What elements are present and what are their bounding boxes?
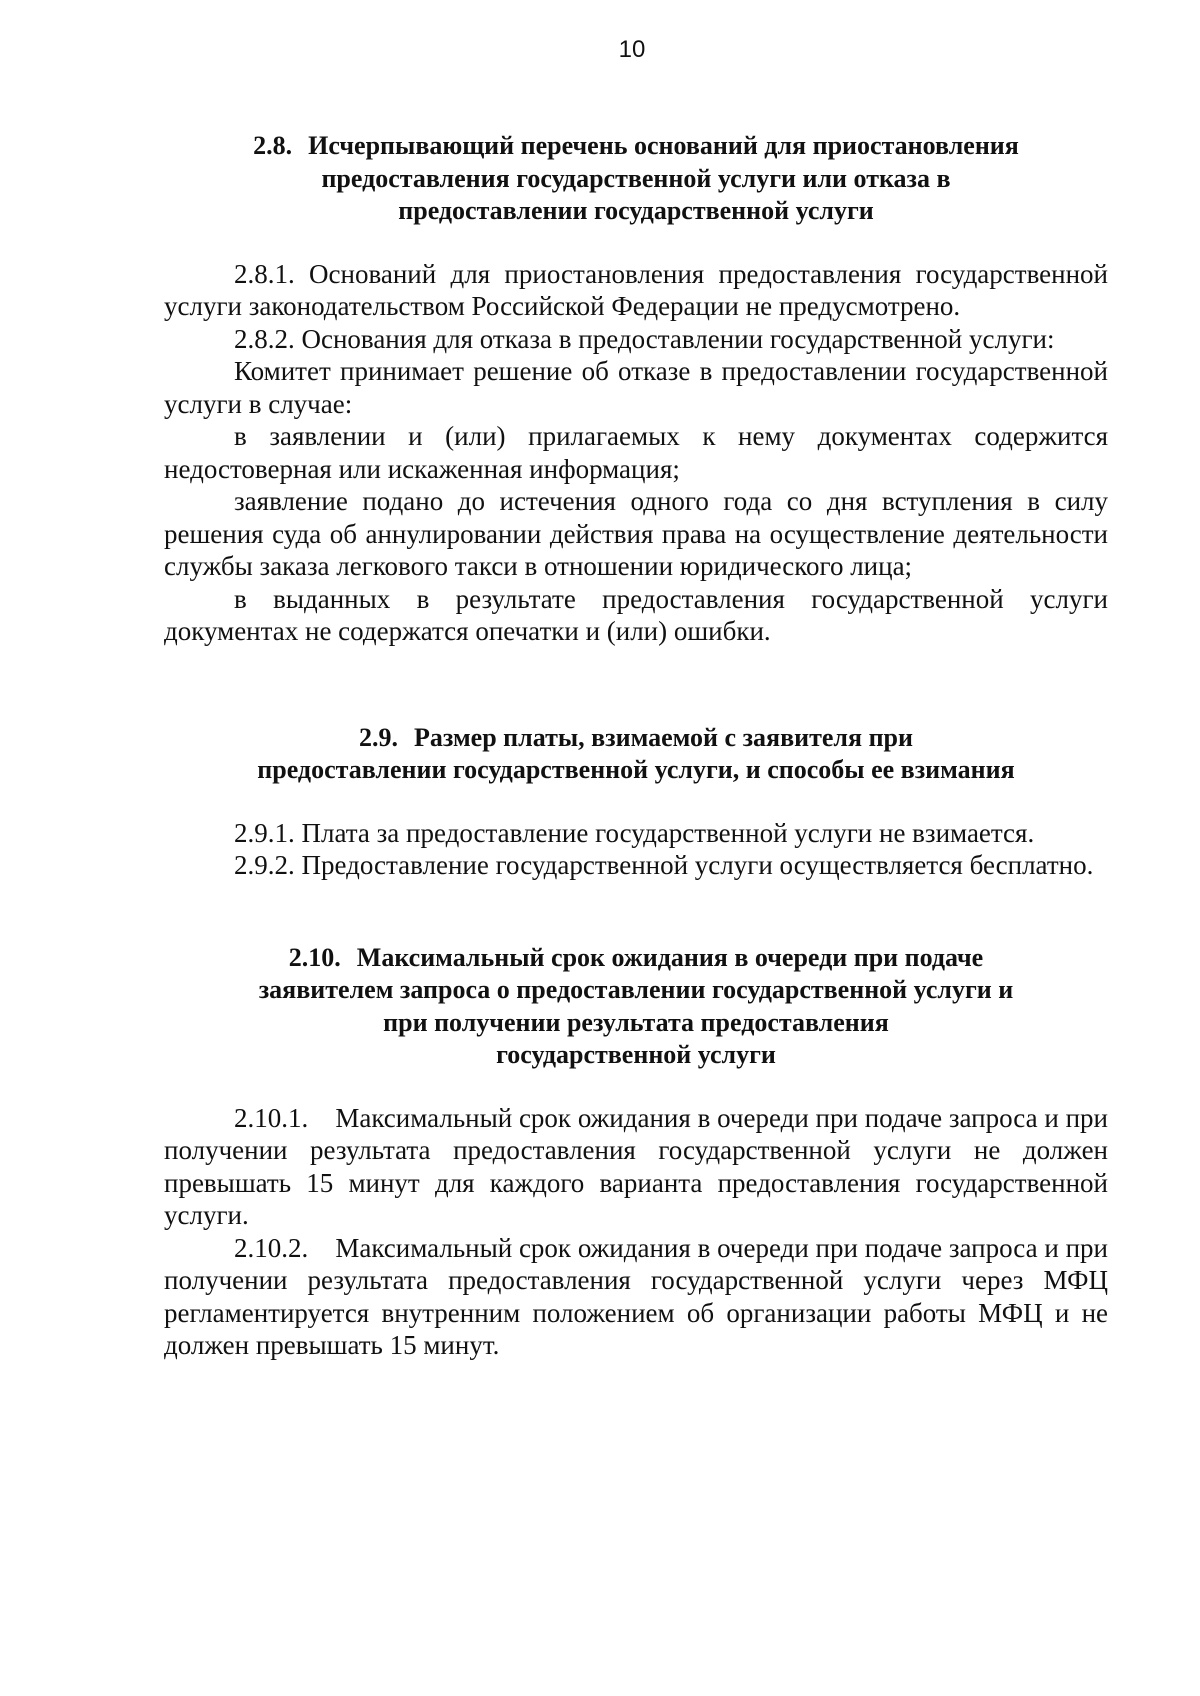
page-number: 10 <box>618 36 646 63</box>
section-title-line: государственной услуги <box>496 1040 776 1069</box>
section-title-line: предоставлении государственной услуги <box>398 196 874 225</box>
section-number: 2.10. <box>288 942 341 972</box>
section-title-line: при получении результата предоставления <box>383 1007 889 1037</box>
paragraph-refusal-reason-1: в заявлении и (или) прилагаемых к нему документах содержится недостоверная или искаженная информация; <box>164 421 1115 484</box>
section-number: 2.8. <box>253 131 293 160</box>
paragraph-2-8-2: 2.8.2. Основания для отказа в предоставлении государственной услуги: <box>234 323 1055 354</box>
paragraph-2-9-2: 2.9.2. Предоставление государственной услуги осуществляется бесплатно. <box>234 850 1094 880</box>
paragraph-2-10-2: 2.10.2. Максимальный срок ожидания в очереди при подаче запроса и при получении результата предоставления государственной услуги через МФЦ регламентируется внутренним положением об организации работы МФЦ и не должен превышать 15 минут. <box>164 1232 1115 1360</box>
section-2-10 <box>164 942 1115 1362</box>
section-2-9 <box>164 722 1108 882</box>
section-title-line: Максимальный срок ожидания в очереди при подаче <box>356 942 984 972</box>
paragraph-2-8-1: 2.8.1. Оснований для приостановления предоставления государственной услуги законодательством Российской Федерации не предусмотрено. <box>164 258 1115 321</box>
paragraph-refusal-reason-2: заявление подано до истечения одного года со дня вступления в силу решения суда об аннулировании действия права на осуществление деятельности службы заказа легкового такси в отношении юридического лица; <box>164 486 1115 581</box>
section-title-line: заявителем запроса о предоставлении государственной услуги и <box>258 975 1014 1004</box>
section-title-line: предоставлении государственной услуги, и способы ее взимания <box>257 755 1015 784</box>
section-title-line: Размер платы, взимаемой с заявителя при <box>414 722 913 752</box>
section-heading <box>164 130 1108 228</box>
paragraph-refusal-reason-3: в выданных в результате предоставления государственной услуги документах не содержатся опечатки и (или) ошибки. <box>164 583 1115 646</box>
section-title-line: предоставления государственной услуги или отказа в <box>321 163 951 193</box>
section-heading <box>164 942 1108 1072</box>
section-number: 2.9. <box>359 722 398 752</box>
section-2-8 <box>164 130 1115 648</box>
section-heading <box>164 722 1108 787</box>
section-title-line: Исчерпывающий перечень оснований для приостановления <box>308 131 1019 160</box>
paragraph-2-9-1: 2.9.1. Плата за предоставление государственной услуги не взимается. <box>234 817 1035 848</box>
paragraph-committee-decision: Комитет принимает решение об отказе в предоставлении государственной услуги в случае: <box>164 356 1115 419</box>
paragraph-2-10-1: 2.10.1. Максимальный срок ожидания в очереди при подаче запроса и при получении результата предоставления государственной услуги не должен превышать 15 минут для каждого варианта предоставления государственной услуги. <box>164 1102 1115 1230</box>
document-body <box>164 130 1115 1362</box>
